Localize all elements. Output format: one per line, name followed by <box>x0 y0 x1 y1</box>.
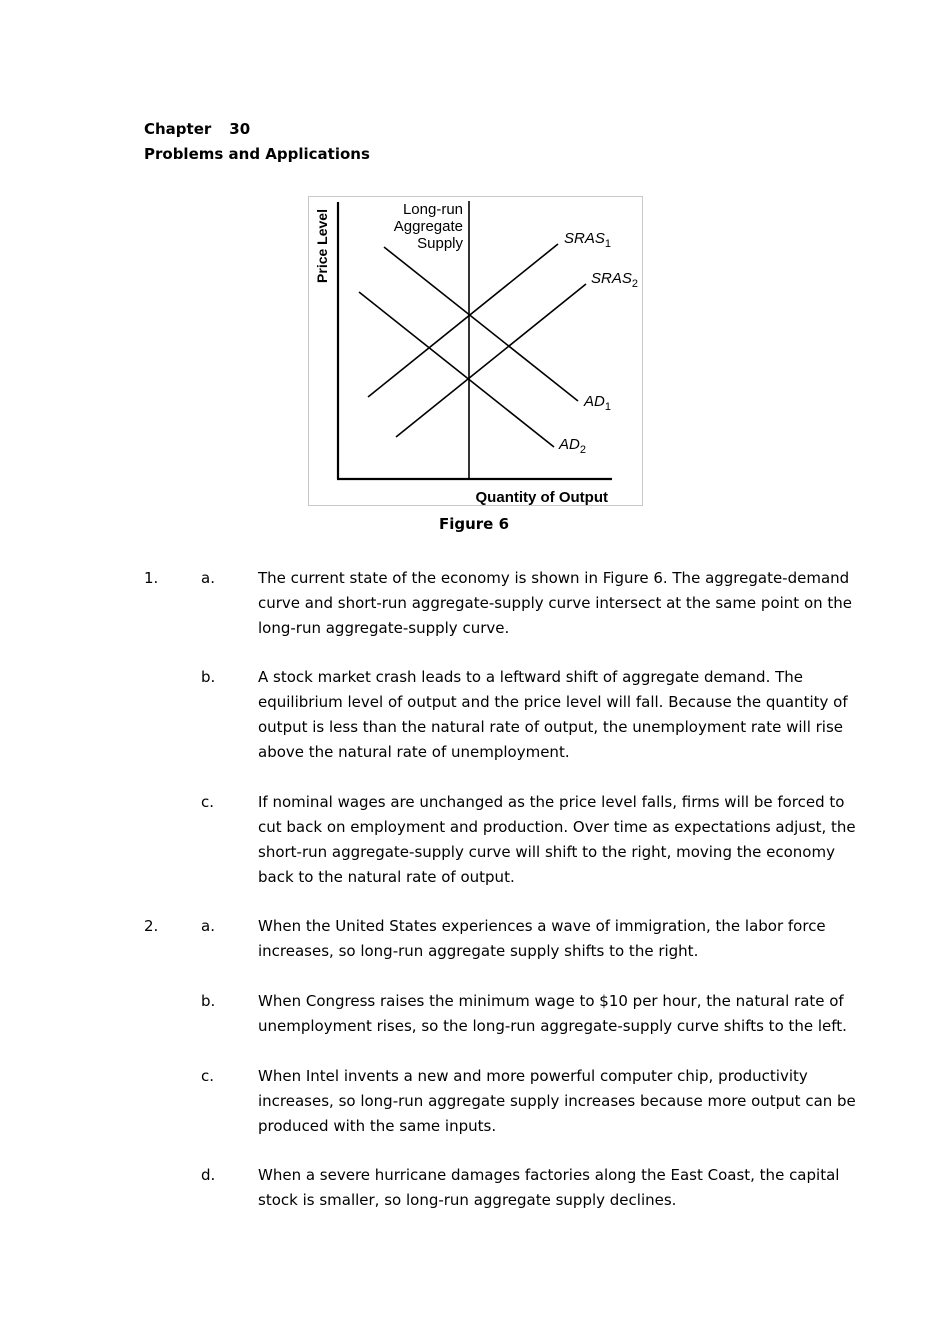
sras1-label-main: SRAS <box>564 230 605 247</box>
answer-line: cut back on employment and production. Over time as expectations adjust, the <box>258 818 856 836</box>
ad1-line <box>384 247 578 401</box>
part-letter: c. <box>201 1067 215 1085</box>
answer-line: When a severe hurricane damages factories along the East Coast, the capital <box>258 1166 840 1184</box>
section-title: Problems and Applications <box>144 145 370 163</box>
lras-label-line-1: Long-run <box>402 201 463 218</box>
part-letter: b. <box>201 668 216 686</box>
ad1-label <box>583 393 611 413</box>
ad1-label-sub: 1 <box>604 401 611 413</box>
answer-line: stock is smaller, so long-run aggregate supply declines. <box>258 1191 677 1209</box>
figure-6-chart <box>308 196 643 506</box>
lras-label <box>394 201 464 252</box>
chapter-heading <box>144 117 370 142</box>
part-letter: a. <box>201 569 215 587</box>
answer-line: increases, so long-run aggregate supply shifts to the right. <box>258 942 699 960</box>
answer-line: equilibrium level of output and the price level will fall. Because the quantity of <box>258 693 848 711</box>
ad2-label-sub: 2 <box>579 444 586 456</box>
ad2-line <box>359 292 554 447</box>
ad2-label-main: AD <box>559 436 580 453</box>
answer-line: If nominal wages are unchanged as the price level falls, firms will be forced to <box>258 793 845 811</box>
answer-line: output is less than the natural rate of output, the unemployment rate will rise <box>258 718 844 736</box>
ad1-label-main: AD <box>584 393 605 410</box>
part-letter: b. <box>201 992 216 1010</box>
figure-caption <box>0 515 950 533</box>
sras2-label <box>591 270 638 290</box>
answer-line: A stock market crash leads to a leftward shift of aggregate demand. The <box>258 668 804 686</box>
answer-line: increases, so long-run aggregate supply increases because more output can be <box>258 1092 856 1110</box>
sras2-label-sub: 2 <box>631 278 638 290</box>
answer-line: The current state of the economy is shown in Figure 6. The aggregate-demand <box>258 569 850 587</box>
lras-label-line-3: Supply <box>417 235 463 252</box>
ad2-label <box>558 436 586 456</box>
answer-line: back to the natural rate of output. <box>258 868 515 886</box>
answer-text <box>258 566 853 641</box>
lras-label-line-2: Aggregate <box>393 218 463 235</box>
answer-text <box>258 1163 840 1213</box>
answer-text <box>258 989 847 1039</box>
part-letter: d. <box>201 1166 216 1184</box>
answer-line: short-run aggregate-supply curve will shift to the right, moving the economy <box>258 843 835 861</box>
answer-text <box>258 914 826 964</box>
ad-as-diagram <box>309 197 644 507</box>
sras2-label-main: SRAS <box>591 270 632 287</box>
answer-line: long-run aggregate-supply curve. <box>258 619 510 637</box>
document-header <box>144 117 370 167</box>
problem-number: 2. <box>144 917 159 935</box>
chapter-label: Chapter <box>144 120 212 138</box>
answer-line: unemployment rises, so the long-run aggregate-supply curve shifts to the left. <box>258 1017 847 1035</box>
answer-line: produced with the same inputs. <box>258 1117 497 1135</box>
answer-line: When the United States experiences a wave of immigration, the labor force <box>258 917 826 935</box>
answer-text <box>258 790 856 890</box>
sras2-line <box>396 284 586 437</box>
y-axis-label: Price Level <box>314 209 330 283</box>
sras1-label <box>564 230 611 250</box>
answer-text <box>258 665 848 765</box>
chapter-number: 30 <box>229 120 251 138</box>
problem-number: 1. <box>144 569 159 587</box>
answer-line: When Congress raises the minimum wage to $10 per hour, the natural rate of <box>258 992 844 1010</box>
answer-text <box>258 1064 856 1139</box>
answer-line: When Intel invents a new and more powerful computer chip, productivity <box>258 1067 808 1085</box>
figure-caption-text: Figure 6 <box>438 515 510 533</box>
part-letter: a. <box>201 917 215 935</box>
sras1-label-sub: 1 <box>604 238 611 250</box>
part-letter: c. <box>201 793 215 811</box>
x-axis-label: Quantity of Output <box>475 489 608 506</box>
answer-line: above the natural rate of unemployment. <box>258 743 570 761</box>
answer-line: curve and short-run aggregate-supply curve intersect at the same point on the <box>258 594 853 612</box>
